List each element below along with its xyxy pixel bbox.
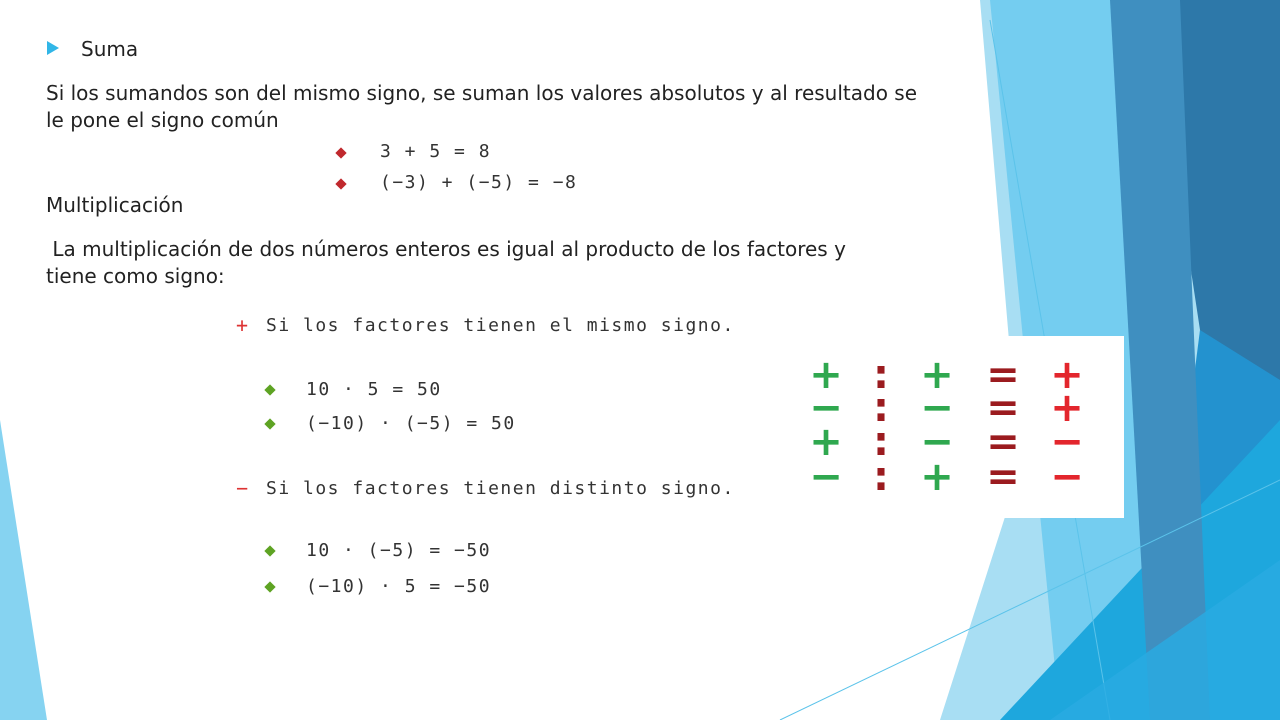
minus-sign-icon: − xyxy=(236,476,249,500)
sign-cell: + xyxy=(809,352,843,398)
suma-example-1: 3 + 5 = 8 xyxy=(380,141,492,162)
mult-text-line1: La multiplicación de dos números enteros es igual al producto de los factores y xyxy=(46,237,846,261)
sign-cell: − xyxy=(920,419,954,465)
diff-sign-example-1: 10 · (−5) = −50 xyxy=(306,540,492,561)
suma-text-line2: le pone el signo común xyxy=(46,108,279,132)
sign-cell: : xyxy=(873,352,889,398)
same-sign-label: Si los factores tienen el mismo signo. xyxy=(266,315,735,336)
sign-cell: + xyxy=(920,352,954,398)
sign-cell: = xyxy=(986,385,1020,431)
sign-cell: − xyxy=(809,454,843,500)
bullet-arrow-icon xyxy=(47,41,59,55)
plus-sign-icon: + xyxy=(236,313,249,337)
sign-cell: + xyxy=(809,419,843,465)
sign-cell: − xyxy=(809,385,843,431)
suma-text-line1: Si los sumandos son del mismo signo, se suman los valores absolutos y al resultado se xyxy=(46,81,918,105)
sign-cell: = xyxy=(986,454,1020,500)
mult-text-line2: tiene como signo: xyxy=(46,264,225,288)
same-sign-example-1: 10 · 5 = 50 xyxy=(306,379,442,400)
diff-sign-label: Si los factores tienen distinto signo. xyxy=(266,478,735,499)
heading-multiplicacion: Multiplicación xyxy=(46,193,184,217)
sign-cell: − xyxy=(1050,419,1084,465)
sign-cell: − xyxy=(920,385,954,431)
suma-example-2: (−3) + (−5) = −8 xyxy=(380,172,578,193)
sign-cell: = xyxy=(986,419,1020,465)
sign-cell: : xyxy=(873,385,889,431)
sign-cell: + xyxy=(1050,385,1084,431)
same-sign-example-2: (−10) · (−5) = 50 xyxy=(306,413,516,434)
heading-suma: Suma xyxy=(81,37,139,61)
sign-cell: = xyxy=(986,352,1020,398)
diff-sign-example-2: (−10) · 5 = −50 xyxy=(306,576,492,597)
sign-cell: + xyxy=(1050,352,1084,398)
sign-cell: − xyxy=(1050,454,1084,500)
sign-cell: : xyxy=(873,419,889,465)
sign-cell: + xyxy=(920,454,954,500)
sign-cell: : xyxy=(873,454,889,500)
sign-rule-table xyxy=(795,336,1124,518)
